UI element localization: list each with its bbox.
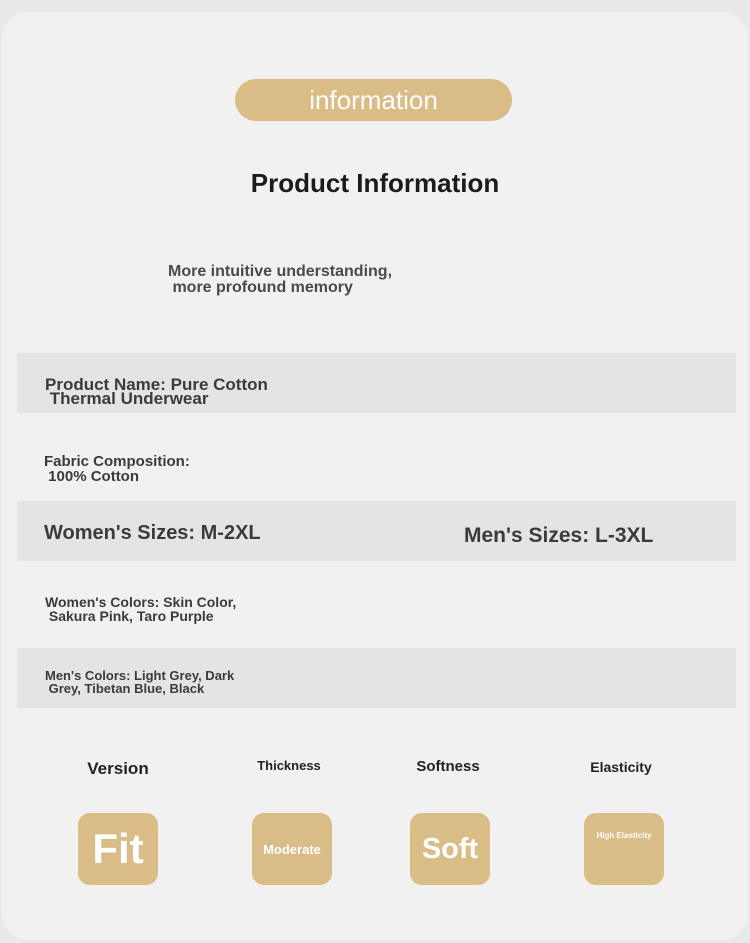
attribute-label-softness: Softness (416, 758, 480, 775)
attribute-label-elasticity: Elasticity (590, 759, 652, 775)
attribute-tile-version: Fit (78, 813, 158, 885)
page-title: Product Information (250, 168, 500, 198)
attribute-label-thickness: Thickness (257, 758, 321, 773)
spec-men-colors: Men's Colors: Light Grey, Dark Grey, Tibetan Blue, Black (45, 668, 235, 696)
spec-product-name: Product Name: Pure Cotton Thermal Underwear (45, 375, 268, 408)
attribute-label-version: Version (87, 759, 149, 778)
spec-men-sizes: Men's Sizes: L-3XL (464, 524, 654, 547)
attribute-tile-thickness: Moderate (252, 813, 332, 885)
spec-women-colors: Women's Colors: Skin Color, Sakura Pink, Taro Purple (45, 594, 237, 624)
attribute-tile-elasticity: High Elasticity (584, 813, 664, 885)
section-pill: information (235, 79, 512, 121)
page-subtitle: More intuitive understanding, more profound memory (168, 263, 393, 296)
spec-fabric: Fabric Composition: 100% Cotton (44, 453, 190, 485)
spec-women-sizes: Women's Sizes: M-2XL (44, 522, 261, 544)
attribute-tile-softness: Soft (410, 813, 490, 885)
